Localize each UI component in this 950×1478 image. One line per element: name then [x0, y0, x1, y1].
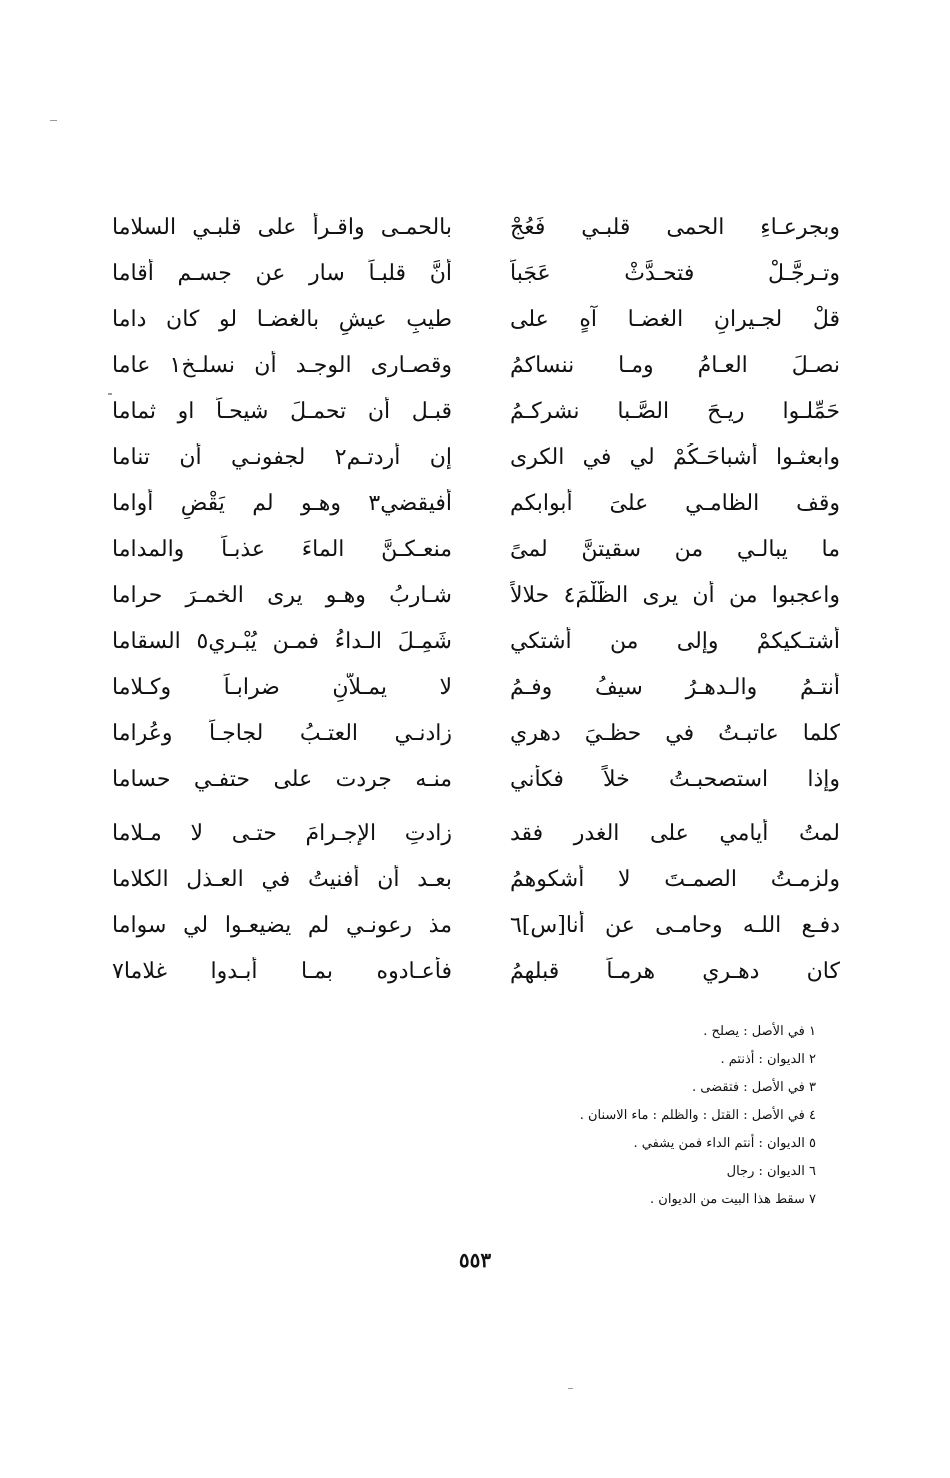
hemistich-second: طيبِ عيشٍ بالغضـا لو كان داما: [112, 307, 452, 332]
verse: [100, 389, 840, 435]
margin-speck: [568, 1388, 573, 1389]
footnote: ٤ في الأصل : القتل : والظلم : ماء الاسنان .: [579, 1108, 816, 1123]
verse: [100, 205, 840, 251]
verse: [100, 757, 840, 803]
hemistich-second: مذ رعونـي لم يضيعـوا لي سواما: [112, 913, 452, 938]
footnote: ١ في الأصل : يصلح .: [703, 1024, 816, 1039]
hemistich-first: وتـرجَّـلْ فتحـدَّثْ عَجَباً: [510, 261, 840, 286]
hemistich-first: دفـع اللـه وحامـى عن أنا[س]٦: [510, 913, 840, 938]
hemistich-first: وبجرعـاءِ الحمى قلبـي فَعُجْ: [510, 215, 840, 240]
hemistich-first: ولزمـتُ الصمـتَ لا أشكوهمُ: [510, 867, 840, 892]
verse: [100, 949, 840, 995]
verse: [100, 527, 840, 573]
hemistich-second: وقصـارى الوجـد أن نسلـخ١ عاما: [112, 353, 452, 378]
hemistich-second: لا يمـلاّنِ ضرابـاً وكـلاما: [112, 675, 452, 700]
verse: [100, 665, 840, 711]
verse: [100, 251, 840, 297]
hemistich-second: شـاربُ وهـو يرى الخمـرَ حراما: [112, 583, 452, 608]
hemistich-second: زادتِ الإجـرامَ حتـى لا مـلاما: [112, 821, 452, 846]
hemistich-first: واعجبوا من أن يرى الظَّلْمَ٤ حلالاً: [510, 583, 840, 608]
verse: [100, 811, 840, 857]
page-number: ٥٥٣: [458, 1248, 492, 1272]
verse: [100, 481, 840, 527]
hemistich-second: شَمِـلَ الـداءُ فمـن يُبْـري٥ السقاما: [112, 629, 452, 654]
verse: [100, 343, 840, 389]
footnote: ٧ سقط هذا البيت من الديوان .: [650, 1192, 816, 1207]
hemistich-first: أشتـكيكمْ وإلى من أشتكي: [510, 629, 840, 654]
verse: [100, 297, 840, 343]
hemistich-second: أنَّ قلبـاً سار عن جسـم أقاما: [112, 261, 452, 286]
hemistich-second: منعـكـنَّ الماءَ عذبـاً والمداما: [112, 537, 452, 562]
hemistich-first: وابعثـوا أشباحَـكُمْ لي في الكرى: [510, 445, 840, 470]
footnote: ٥ الديوان : أنتم الداء فمن يشفي .: [633, 1136, 816, 1151]
hemistich-second: زادنـي العتـبُ لجاجـاً وعُراما: [112, 721, 452, 746]
verse: [100, 903, 840, 949]
hemistich-first: نصـلَ العـامُ ومـا ننساكمُ: [510, 353, 840, 378]
hemistich-first: قلْ لجـيرانِ الغضـا آهٍ على: [510, 307, 840, 332]
hemistich-first: كان دهـري هرمـاً قبلهمُ: [510, 959, 840, 984]
footnote: ٣ في الأصل : فتقضى .: [692, 1080, 816, 1095]
hemistich-first: كلما عاتبـتُ في حظـيَ دهري: [510, 721, 840, 746]
verse: [100, 711, 840, 757]
verse: [100, 857, 840, 903]
footnote: ٢ الديوان : أذنتم .: [720, 1052, 816, 1067]
hemistich-second: بالحمـى واقـرأ على قلبـي السلاما: [112, 215, 452, 240]
hemistich-first: وإذا استصحبـتُ خلاً فكأني: [510, 767, 840, 792]
hemistich-second: فأعـادوه بمـا أبـدوا غلاما٧: [112, 959, 452, 984]
footnote: ٦ الديوان : رجال: [726, 1164, 816, 1179]
hemistich-first: حَمِّلـوا ريـحَ الصَّـبا نشركـمُ: [510, 399, 840, 424]
footnotes: [396, 1018, 816, 1214]
hemistich-second: قبـل أن تحمـلَ شيحـاً او ثماما: [112, 399, 452, 424]
verse: [100, 619, 840, 665]
hemistich-first: لمتُ أيامي على الغدر فقد: [510, 821, 840, 846]
verse: [100, 435, 840, 481]
verse: [100, 573, 840, 619]
hemistich-second: بعـد أن أفنيتُ في العـذل الكلاما: [112, 867, 452, 892]
hemistich-second: أفيقضي٣ وهـو لم يَقْضِ أُواما: [112, 491, 452, 516]
hemistich-first: وقف الظامـي علىَ أبوابكم: [510, 491, 840, 516]
hemistich-first: أنتـمُ والـدهـرُ سيفُ وفـمُ: [510, 675, 840, 700]
poem: [100, 205, 840, 995]
margin-speck: [50, 120, 57, 121]
hemistich-second: منـه جردت على حتفـي حساما: [112, 767, 452, 792]
hemistich-first: ما يبالـي من سقيتنَّ لمىً: [510, 537, 840, 562]
hemistich-second: إن أردتـم٢ لجفونـي أن تناما: [112, 445, 452, 470]
